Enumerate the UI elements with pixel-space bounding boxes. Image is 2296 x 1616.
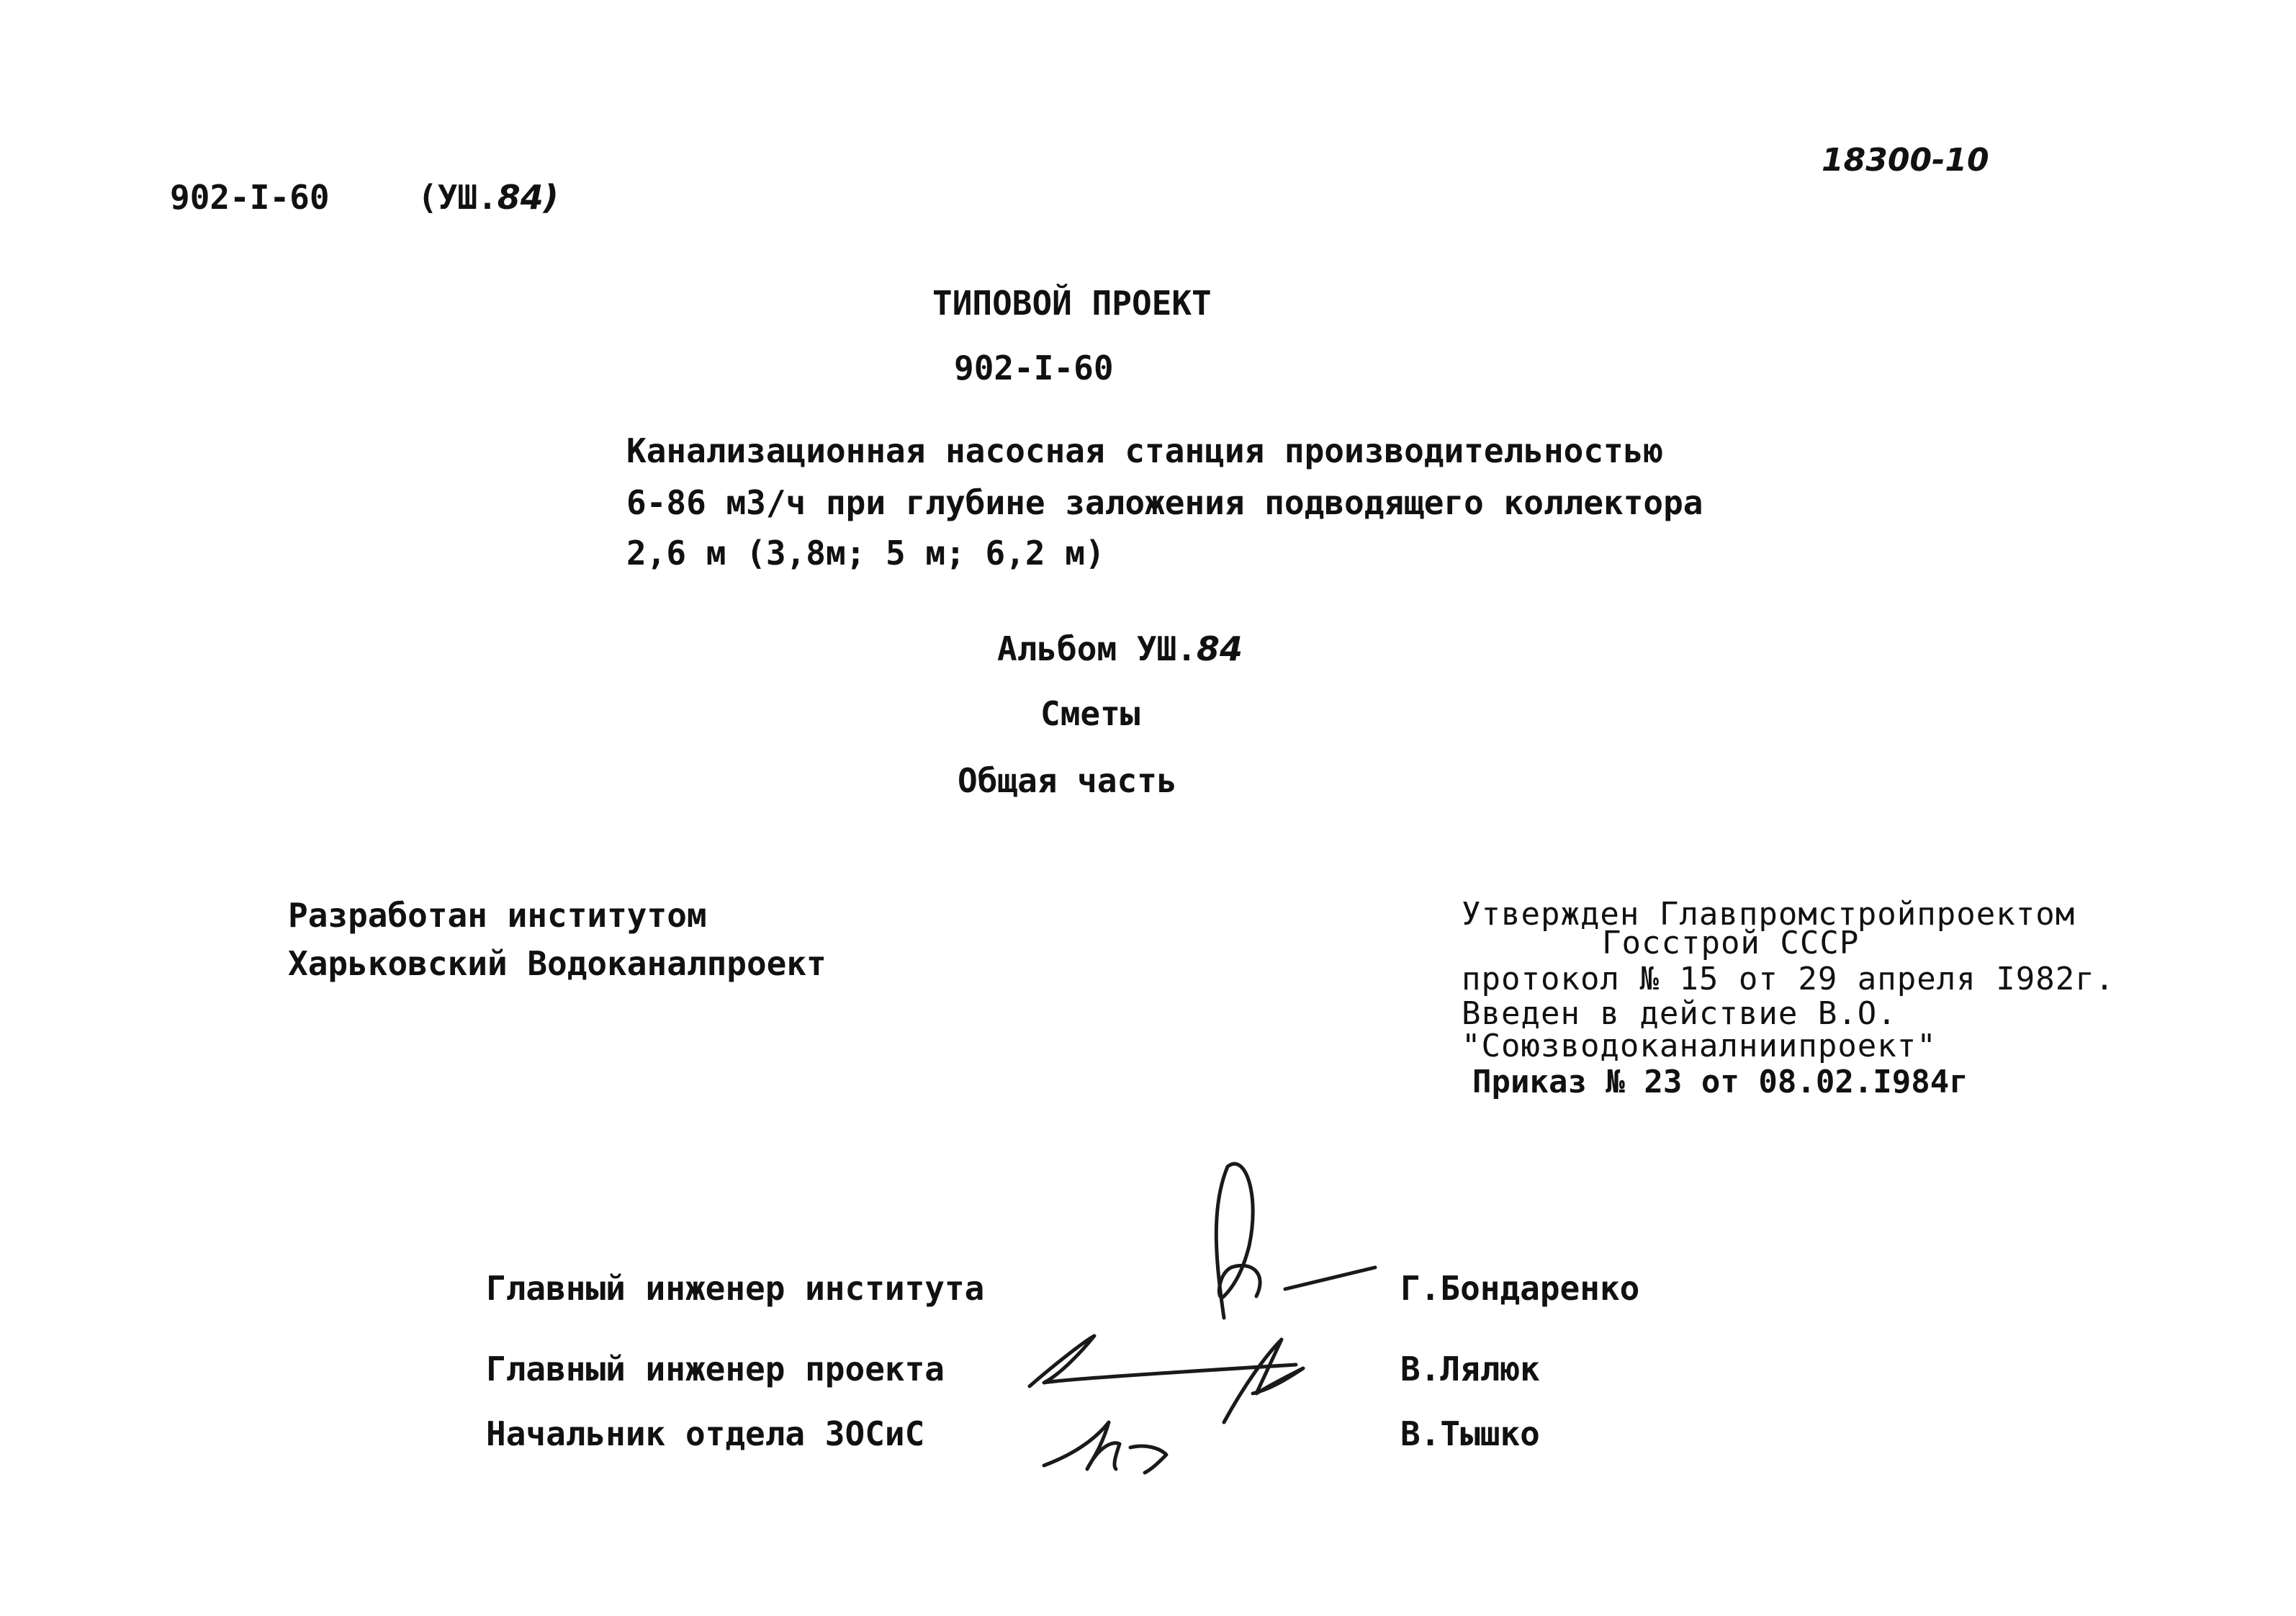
signatory-name-department-head: В.Тышко (1400, 1414, 1540, 1453)
approval-line-6: Приказ № 23 от 08.02.I984г (1472, 1064, 1968, 1100)
signatory-role-department-head: Начальник отдела ЗОСиС (486, 1414, 925, 1453)
developer-line-1: Разработан институтом (288, 896, 707, 935)
approval-line-5: "Союзводоканалниипроект" (1462, 1028, 1937, 1064)
signatory-name-chief-engineer-institute: Г.Бондаренко (1400, 1269, 1640, 1308)
project-description-line-1: Канализационная насосная станция производительностью (626, 431, 1664, 470)
approval-line-3: протокол № 15 от 29 апреля I982г. (1462, 961, 2115, 997)
signatory-role-chief-engineer-project: Главный инженер проекта (486, 1350, 945, 1388)
album-reference-handwritten: 84) (497, 178, 559, 217)
approval-line-2: Госстрой СССР (1602, 925, 1860, 961)
project-description-line-3: 2,6 м (3,8м; 5 м; 6,2 м) (626, 534, 1105, 573)
document-code-left: 902-I-60 (170, 178, 330, 217)
archive-number: 18300-10 (1822, 142, 1989, 179)
album-title-handwritten: 84 (1196, 629, 1243, 668)
signature-chief-engineer-institute (1216, 1164, 1375, 1318)
part-title: Общая часть (958, 761, 1177, 800)
signatory-role-chief-engineer-institute: Главный инженер института (486, 1269, 985, 1308)
section-title: Сметы (1040, 694, 1140, 733)
album-reference-typed: (УШ. (418, 178, 498, 217)
approval-line-4: Введен в действие В.О. (1462, 995, 1897, 1032)
document-kind-title: ТИПОВОЙ ПРОЕКТ (932, 284, 1212, 323)
approval-line-1: Утвержден Главпромстройпроектом (1462, 896, 2076, 933)
developer-line-2: Харьковский Водоканалпроект (288, 944, 827, 983)
signatory-name-chief-engineer-project: В.Лялюк (1400, 1350, 1540, 1388)
signature-department-head (1044, 1422, 1166, 1473)
signature-chief-engineer-project (1030, 1336, 1303, 1422)
project-description-line-2: 6-86 м3/ч при глубине заложения подводящего коллектора (626, 483, 1703, 522)
album-title-typed: Альбом УШ. (997, 629, 1197, 668)
project-code: 902-I-60 (954, 349, 1114, 387)
